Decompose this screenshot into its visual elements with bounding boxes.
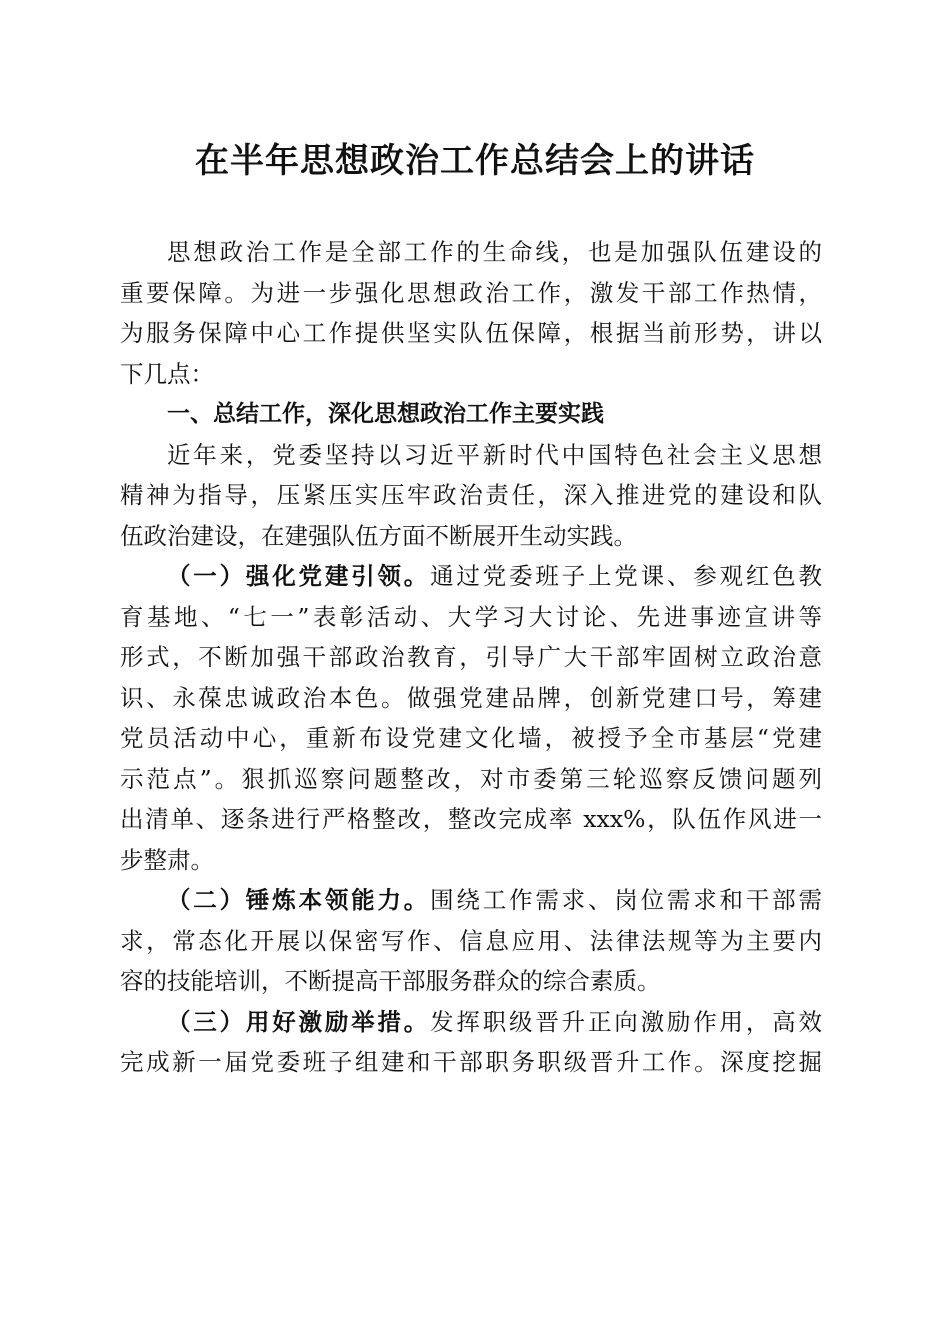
- paragraph-line: 完成新一届党委班子组建和干部职务职级晋升工作。深度挖掘: [120, 1048, 822, 1076]
- paragraph-line: 近年来，党委坚持以习近平新时代中国特色社会主义思想: [167, 440, 822, 469]
- paragraph-line: 党员活动中心，重新布设党建文化墙，被授予全市基层“党建: [120, 724, 822, 752]
- paragraph-line: 形式，不断加强干部政治教育，引导广大干部牢固树立政治意: [120, 643, 822, 671]
- item-lead: （二）锤炼本领能力。: [167, 886, 431, 914]
- paragraph-line: 容的技能培训，不断提高干部服务群众的综合素质。: [120, 967, 661, 995]
- paragraph-line: 识、永葆忠诚政治本色。做强党建品牌，创新党建口号，筹建: [120, 683, 822, 712]
- item3-paragraph: [120, 1002, 822, 1083]
- paragraph-line: 思想政治工作是全部工作的生命线，也是加强队伍建设的: [167, 238, 822, 266]
- item2-paragraph: [120, 880, 822, 1002]
- paragraph-line: [120, 556, 822, 597]
- item-text: 围绕工作需求、岗位需求和干部需: [430, 886, 822, 914]
- paragraph-line: 伍政治建设，在建强队伍方面不断展开生动实践。: [120, 521, 637, 550]
- paragraph-line: 精神为指导，压紧压实压牢政治责任，深入推进党的建设和队: [120, 481, 822, 509]
- paragraph-line: 重要保障。为进一步强化思想政治工作，激发干部工作热情，: [120, 278, 822, 307]
- item-lead: （一）强化党建引领。: [167, 562, 431, 590]
- section-heading: 一、总结工作，深化思想政治工作主要实践: [167, 401, 604, 427]
- section1-paragraph: [120, 435, 822, 557]
- item-text: 通过党委班子上党课、参观红色教: [430, 562, 822, 590]
- document-body: [120, 232, 822, 1083]
- paragraph-line: [120, 880, 822, 921]
- paragraph-line: 为服务保障中心工作提供坚实队伍保障，根据当前形势，讲以: [120, 319, 822, 347]
- paragraph-line: 求，常态化开展以保密写作、信息应用、法律法规等为主要内: [120, 926, 822, 955]
- item-lead: （三）用好激励举措。: [167, 1007, 431, 1036]
- item-text: 发挥职级晋升正向激励作用，高效: [430, 1007, 822, 1036]
- paragraph-line: 下几点：: [120, 359, 214, 388]
- item1-paragraph: [120, 556, 822, 880]
- paragraph-line: [120, 1002, 822, 1043]
- paragraph-line: 育基地、“七一”表彰活动、大学习大讨论、先进事迹宣讲等: [120, 602, 822, 631]
- paragraph-line: 步整肃。: [120, 845, 214, 874]
- intro-paragraph: [120, 232, 822, 394]
- paragraph-line: 出清单、逐条进行严格整改，整改完成率 xxx%，队伍作风进一: [120, 805, 822, 833]
- paragraph-line: 示范点”。狠抓巡察问题整改，对市委第三轮巡察反馈问题列: [120, 764, 822, 793]
- document-title: 在半年思想政治工作总结会上的讲话: [195, 141, 755, 181]
